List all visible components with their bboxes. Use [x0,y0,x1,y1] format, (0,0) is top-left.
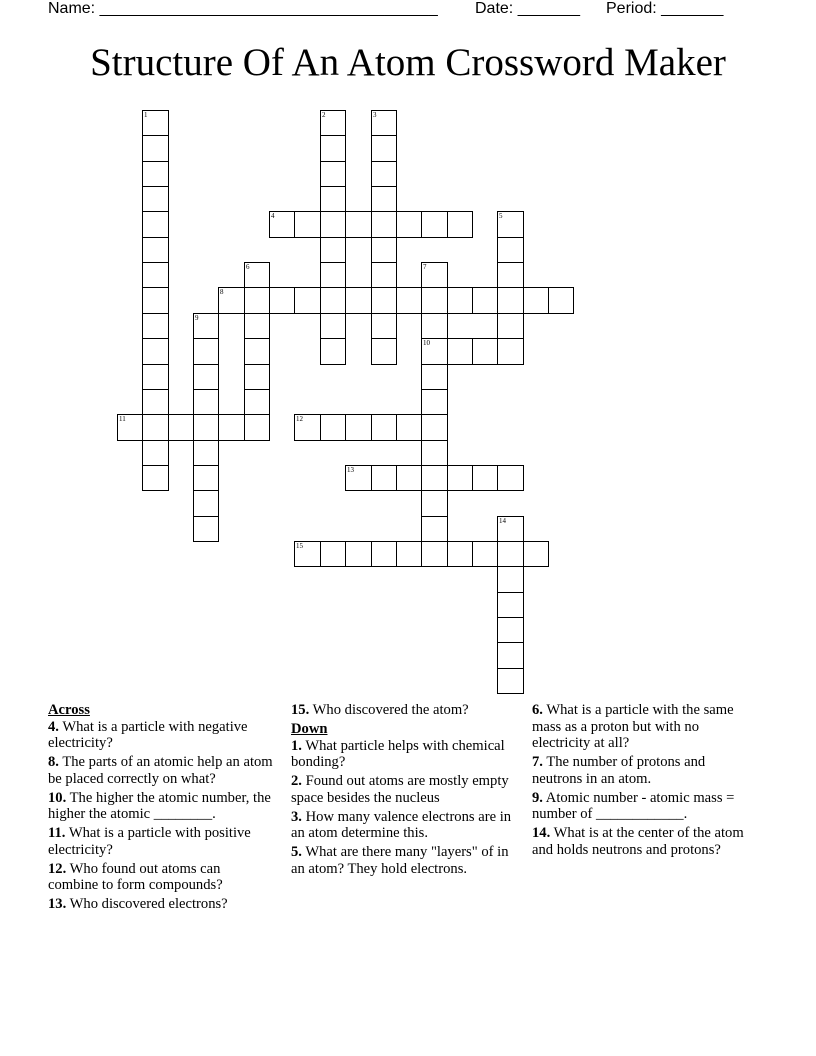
crossword-cell[interactable] [396,211,422,238]
clue-item [291,738,523,771]
crossword-cell[interactable] [472,465,498,491]
crossword-cell[interactable] [193,389,219,415]
crossword-cell[interactable] [320,211,346,238]
crossword-cell[interactable] [497,465,524,491]
crossword-cell[interactable] [142,414,169,441]
clue-text: The parts of an atomic help an atom be placed correctly on what? [48,754,273,787]
clue-item [291,773,523,806]
crossword-cell[interactable] [396,541,422,567]
cell-number: 9 [195,314,199,322]
crossword-cell[interactable] [447,541,473,567]
crossword-cell[interactable] [396,287,422,314]
crossword-cell[interactable] [497,642,524,669]
clue-item [48,861,273,894]
crossword-cell[interactable] [142,389,169,415]
clue-number: 8. [48,754,59,770]
crossword-cell[interactable] [320,338,346,365]
crossword-cell[interactable] [497,287,524,314]
crossword-cell[interactable] [269,287,295,314]
clue-number: 9. [532,789,543,806]
crossword-cell[interactable] [320,135,346,162]
clue-item [48,754,273,787]
crossword-cell[interactable] [320,414,346,441]
crossword-cell[interactable] [447,338,473,365]
clue-item [532,825,752,858]
crossword-cell[interactable] [497,592,524,618]
crossword-cell[interactable] [320,541,346,567]
clue-number: 14. [532,825,551,841]
crossword-cell[interactable] [320,161,346,187]
crossword-cell[interactable] [193,364,219,390]
crossword-cell[interactable] [244,364,270,390]
cell-number: 1 [144,111,148,119]
crossword-cell[interactable] [193,338,219,365]
clue-text: What is a particle with positive electricity? [48,825,251,858]
crossword-cell[interactable] [421,465,448,491]
clue-number: 1. [291,737,302,754]
crossword-cell[interactable] [142,440,169,466]
crossword-cell[interactable] [523,541,549,567]
cell-number: 13 [347,466,354,474]
clues-column-3 [532,702,752,861]
clue-number: 6. [532,702,543,718]
crossword-cell[interactable] [142,237,169,263]
crossword-cell[interactable] [142,338,169,365]
crossword-cell[interactable] [142,135,169,162]
crossword-cell[interactable] [218,414,245,441]
clues-column-2 [291,702,523,880]
clue-text: The number of protons and neutrons in an atom. [532,754,706,787]
crossword-cell[interactable] [371,465,397,491]
crossword-cell[interactable] [142,186,169,212]
crossword-cell[interactable] [396,465,422,491]
period-field-label: Period: _______ [606,0,724,17]
clue-text: Found out atoms are mostly empty space besides the nucleus [291,773,509,806]
crossword-cell[interactable] [447,465,473,491]
crossword-cell[interactable] [244,414,270,441]
crossword-cell[interactable] [345,541,372,567]
cell-number: 14 [499,517,506,525]
clue-number: 12. [48,860,67,877]
clue-text: Who discovered the atom? [309,702,469,718]
crossword-cell[interactable] [421,389,448,415]
clue-item [532,790,752,823]
crossword-cell[interactable] [371,262,397,288]
across-heading: Across [48,702,90,718]
clue-item [291,702,523,719]
crossword-cell[interactable] [447,211,473,238]
crossword-cell[interactable] [142,161,169,187]
clue-item [48,825,273,858]
crossword-cell[interactable] [371,161,397,187]
clue-text: What is at the center of the atom and holds neutrons and protons? [532,825,744,858]
crossword-cell[interactable] [244,389,270,415]
clue-number: 3. [291,808,302,825]
crossword-cell[interactable] [497,313,524,339]
crossword-cell[interactable] [497,237,524,263]
crossword-cell[interactable] [345,211,372,238]
clue-number: 11. [48,825,66,841]
crossword-cell[interactable] [294,287,321,314]
crossword-cell[interactable] [421,440,448,466]
cell-number: 6 [246,263,250,271]
crossword-cell[interactable] [142,465,169,491]
crossword-cell[interactable] [320,287,346,314]
crossword-cell[interactable] [371,313,397,339]
clue-number: 10. [48,789,67,806]
crossword-cell[interactable] [142,211,169,238]
clue-item [291,844,523,877]
clue-text: Who found out atoms can combine to form compounds? [48,860,223,893]
crossword-cell[interactable] [320,186,346,212]
crossword-cell[interactable] [472,541,498,567]
crossword-cell[interactable] [168,414,194,441]
crossword-cell[interactable] [193,490,219,517]
clue-text: How many valence electrons are in an atom determine this. [291,808,512,841]
clue-number: 5. [291,844,302,860]
crossword-cell[interactable] [345,287,372,314]
clue-text: What is a particle with the same mass as a proton but with no electricity at all? [532,702,734,751]
crossword-cell[interactable] [497,617,524,643]
cell-number: 5 [499,212,503,220]
crossword-cell[interactable] [421,211,448,238]
clue-text: What particle helps with chemical bonding? [291,737,505,770]
clue-item [48,790,273,823]
crossword-cell[interactable] [371,186,397,212]
crossword-cell[interactable] [421,541,448,567]
crossword-cell[interactable] [371,237,397,263]
clue-item [48,719,273,752]
clue-item [532,754,752,787]
cell-number: 8 [220,288,224,296]
clue-text: Atomic number - atomic mass = number of ____________. [532,789,735,822]
crossword-cell[interactable] [421,364,448,390]
clue-text: Who discovered electrons? [66,896,228,912]
crossword-cell[interactable] [371,338,397,365]
cell-number: 4 [271,212,275,220]
crossword-cell[interactable] [193,414,219,441]
crossword-cell[interactable] [371,211,397,238]
crossword-cell[interactable] [396,414,422,441]
crossword-cell[interactable] [472,338,498,365]
crossword-cell[interactable] [142,364,169,390]
crossword-cell[interactable] [142,287,169,314]
crossword-cell[interactable] [371,287,397,314]
crossword-cell[interactable] [497,262,524,288]
crossword-cell[interactable] [371,541,397,567]
clue-number: 7. [532,754,543,770]
down-heading: Down [291,721,328,737]
crossword-cell[interactable] [497,668,524,694]
name-field-label: Name: ______________________________________ [48,0,438,17]
crossword-cell[interactable] [497,338,524,365]
cell-number: 15 [296,542,303,550]
crossword-cell[interactable] [523,287,549,314]
crossword-cell[interactable] [244,313,270,339]
crossword-cell[interactable] [421,313,448,339]
cell-number: 3 [373,111,377,119]
crossword-cell[interactable] [142,313,169,339]
date-field-label: Date: _______ [475,0,580,17]
crossword-cell[interactable] [294,211,321,238]
clue-item [291,809,523,842]
crossword-cell[interactable] [371,414,397,441]
crossword-cell[interactable] [497,541,524,567]
clue-item [48,896,273,913]
crossword-cell[interactable] [142,262,169,288]
crossword-cell[interactable] [193,440,219,466]
clue-item [532,702,752,752]
cell-number: 10 [423,339,430,347]
cell-number: 12 [296,415,303,423]
cell-number: 2 [322,111,326,119]
cell-number: 7 [423,263,427,271]
crossword-cell[interactable] [193,516,219,542]
cell-number: 11 [119,415,126,423]
clue-number: 2. [291,773,302,789]
clue-number: 15. [291,702,310,718]
crossword-cell[interactable] [320,262,346,288]
page-title: Structure Of An Atom Crossword Maker [90,41,726,84]
crossword-cell[interactable] [447,287,473,314]
clues-column-1 [48,702,273,915]
crossword-cell[interactable] [421,490,448,517]
crossword-cell[interactable] [371,135,397,162]
crossword-cell[interactable] [548,287,574,314]
clue-number: 13. [48,896,67,912]
crossword-cell[interactable] [193,465,219,491]
crossword-cell[interactable] [421,414,448,441]
crossword-cell[interactable] [472,287,498,314]
crossword-cell[interactable] [244,338,270,365]
crossword-cell[interactable] [497,566,524,593]
clue-text: What are there many "layers" of in an atom? They hold electrons. [291,844,509,877]
clue-number: 4. [48,718,59,735]
crossword-cell[interactable] [320,313,346,339]
clue-text: The higher the atomic number, the higher the atomic ________. [48,789,271,822]
crossword-cell[interactable] [244,287,270,314]
clue-text: What is a particle with negative electricity? [48,718,248,751]
crossword-cell[interactable] [345,414,372,441]
crossword-cell[interactable] [320,237,346,263]
crossword-cell[interactable] [421,516,448,542]
crossword-cell[interactable] [421,287,448,314]
